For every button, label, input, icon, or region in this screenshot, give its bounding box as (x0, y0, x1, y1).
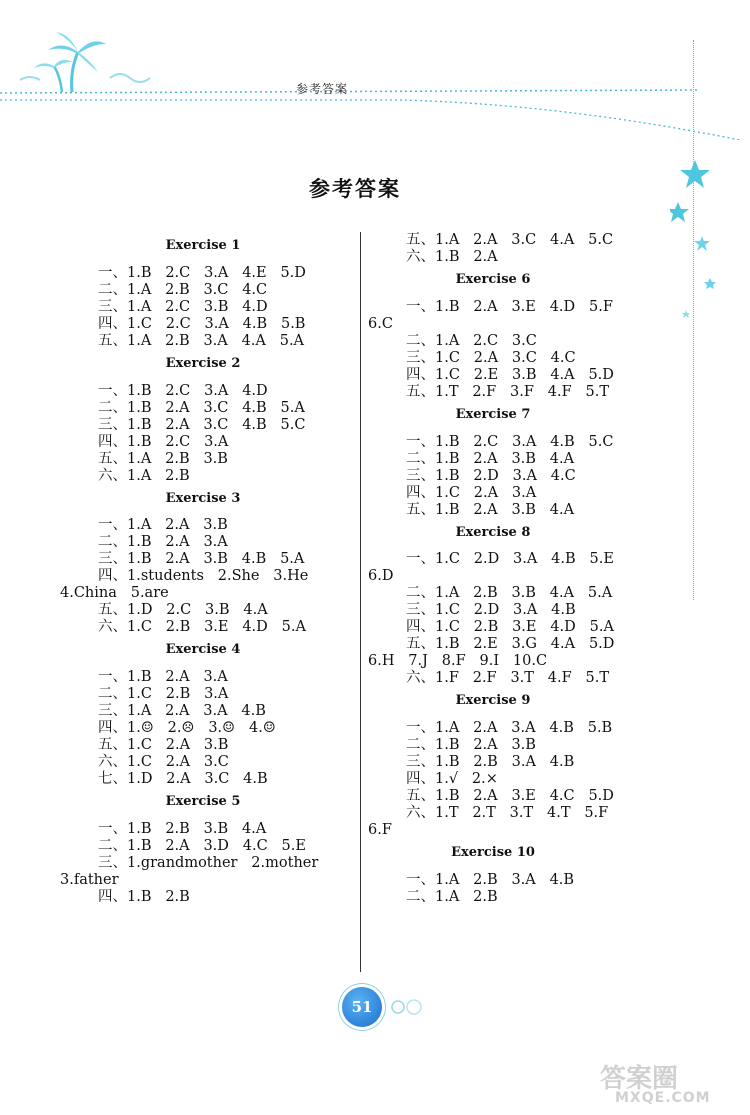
answer-row: 二、1.B 2.A 3.B (406, 737, 536, 754)
answer-row: 一、1.A 2.B 3.A 4.B (406, 871, 575, 888)
page-title: 参考答案 (309, 177, 401, 201)
answer-row: 六、1.C 2.B 3.E 4.D 5.A (98, 619, 306, 636)
answer-row: 五、1.B 2.A 3.E 4.C 5.D (406, 788, 614, 805)
answer-row: 二、1.A 2.C 3.C (406, 332, 537, 349)
exercise-title: Exercise 6 (455, 272, 531, 287)
star-icon (682, 310, 690, 318)
answer-row: 四、1.C 2.A 3.A (406, 484, 537, 501)
watermark-url: MXQE.COM (615, 1090, 711, 1106)
answer-row: 三、1.B 2.A 3.B 4.B 5.A (98, 551, 305, 568)
page-number: 51 (342, 987, 382, 1027)
exercise-title: Exercise 8 (455, 524, 531, 540)
answer-row: 四、1.B 2.C 3.A (98, 433, 229, 450)
answer-row: 五、1.A 2.B 3.B (98, 450, 228, 467)
answer-row: 六、1.C 2.A 3.C (98, 754, 229, 771)
answer-row: 五、1.D 2.C 3.B 4.A (98, 602, 268, 619)
answer-row: 三、1.B 2.D 3.A 4.C (406, 467, 576, 484)
answer-row: 六、1.T 2.T 3.T 4.T 5.F (406, 805, 609, 822)
answer-row: 三、1.C 2.A 3.C 4.C (406, 349, 576, 366)
answer-row: 五、1.B 2.E 3.G 4.A 5.D (406, 636, 615, 653)
answer-row: 四、1.students 2.She 3.He (98, 568, 309, 585)
answer-row: 三、1.B 2.A 3.C 4.B 5.C (98, 416, 306, 433)
answer-row: 三、1.C 2.D 3.A 4.B (406, 602, 576, 619)
exercise-title: Exercise 3 (165, 490, 241, 506)
answer-row: 6.F (368, 822, 392, 839)
bubble-decoration (390, 997, 430, 1017)
exercise-title: Exercise 9 (455, 693, 531, 709)
answer-row: 六、1.F 2.F 3.T 4.F 5.T (406, 670, 610, 687)
answer-row: 四、1.☺ 2.☹ 3.☺ 4.☺ (98, 720, 276, 737)
answer-row: 6.C (368, 315, 393, 332)
answer-row: 二、1.C 2.B 3.A (98, 686, 229, 703)
answer-row: 六、1.B 2.A (406, 249, 498, 265)
palm-tree-icon (34, 32, 106, 92)
answer-row: 三、1.grandmother 2.mother (98, 854, 319, 871)
answer-row: 五、1.A 2.A 3.C 4.A 5.C (406, 232, 614, 248)
answer-row: 四、1.√ 2.× (406, 771, 498, 788)
exercise-title: Exercise 5 (165, 794, 241, 810)
answer-row: 二、1.B 2.A 3.D 4.C 5.E (98, 837, 306, 854)
answer-row: 五、1.C 2.A 3.B (98, 737, 229, 754)
running-head: 参考答案 (296, 82, 349, 96)
answer-row: 四、1.C 2.E 3.B 4.A 5.D (406, 366, 614, 383)
exercise-title: Exercise 4 (165, 642, 241, 658)
answer-row: 五、1.T 2.F 3.F 4.F 5.T (406, 383, 610, 400)
page-number-badge (334, 983, 444, 1033)
answer-row: 一、1.B 2.A 3.E 4.D 5.F (406, 298, 613, 315)
right-column (368, 232, 668, 906)
exercise-title: Exercise 1 (165, 238, 241, 253)
answer-row: 七、1.D 2.A 3.C 4.B (98, 771, 268, 788)
answer-row: 三、1.A 2.A 3.A 4.B (98, 703, 266, 720)
answer-row: 三、1.A 2.C 3.B 4.D (98, 298, 268, 315)
answer-row: 一、1.B 2.C 3.A 4.D (98, 382, 268, 399)
answer-row: 二、1.B 2.A 3.C 4.B 5.A (98, 399, 305, 416)
answer-row: 6.D (368, 568, 394, 585)
star-icon (670, 202, 689, 222)
answer-row: 一、1.B 2.C 3.A 4.E 5.D (98, 264, 306, 281)
exercise-title: Exercise 10 (451, 845, 535, 861)
answer-row: 3.father (60, 871, 119, 888)
exercise-title: Exercise 2 (165, 355, 241, 371)
exercise-title: Exercise 7 (455, 406, 531, 422)
answer-row: 一、1.B 2.B 3.B 4.A (98, 820, 267, 837)
answer-row: 二、1.B 2.A 3.B 4.A (406, 450, 575, 467)
answer-row: 四、1.B 2.B (98, 888, 190, 905)
answer-row: 4.China 5.are (60, 585, 169, 602)
answer-row: 一、1.B 2.A 3.A (98, 669, 228, 686)
answer-row: 二、1.A 2.B 3.B 4.A 5.A (406, 585, 613, 602)
watermark: 答案圈 (600, 1064, 679, 1094)
answer-row: 二、1.B 2.A 3.A (98, 534, 228, 551)
answer-row: 六、1.A 2.B (98, 467, 190, 484)
answer-row: 四、1.C 2.B 3.E 4.D 5.A (406, 619, 614, 636)
answer-row: 一、1.A 2.A 3.A 4.B 5.B (406, 720, 613, 737)
star-icon (694, 236, 710, 251)
answer-row: 三、1.B 2.B 3.A 4.B (406, 754, 575, 771)
answer-row: 一、1.B 2.C 3.A 4.B 5.C (406, 433, 614, 450)
header-decoration (0, 0, 750, 140)
answer-row: 五、1.B 2.A 3.B 4.A (406, 501, 575, 518)
answer-row: 二、1.A 2.B 3.C 4.C (98, 281, 268, 298)
answer-row: 6.H 7.J 8.F 9.I 10.C (368, 653, 548, 670)
column-divider (360, 232, 361, 972)
answer-row: 一、1.C 2.D 3.A 4.B 5.E (406, 551, 614, 568)
answer-row: 二、1.A 2.B (406, 888, 498, 905)
left-column (60, 232, 360, 906)
star-icon (704, 278, 716, 289)
answer-row: 四、1.C 2.C 3.A 4.B 5.B (98, 315, 306, 332)
answer-row: 五、1.A 2.B 3.A 4.A 5.A (98, 332, 305, 349)
answer-row: 一、1.A 2.A 3.B (98, 517, 228, 534)
